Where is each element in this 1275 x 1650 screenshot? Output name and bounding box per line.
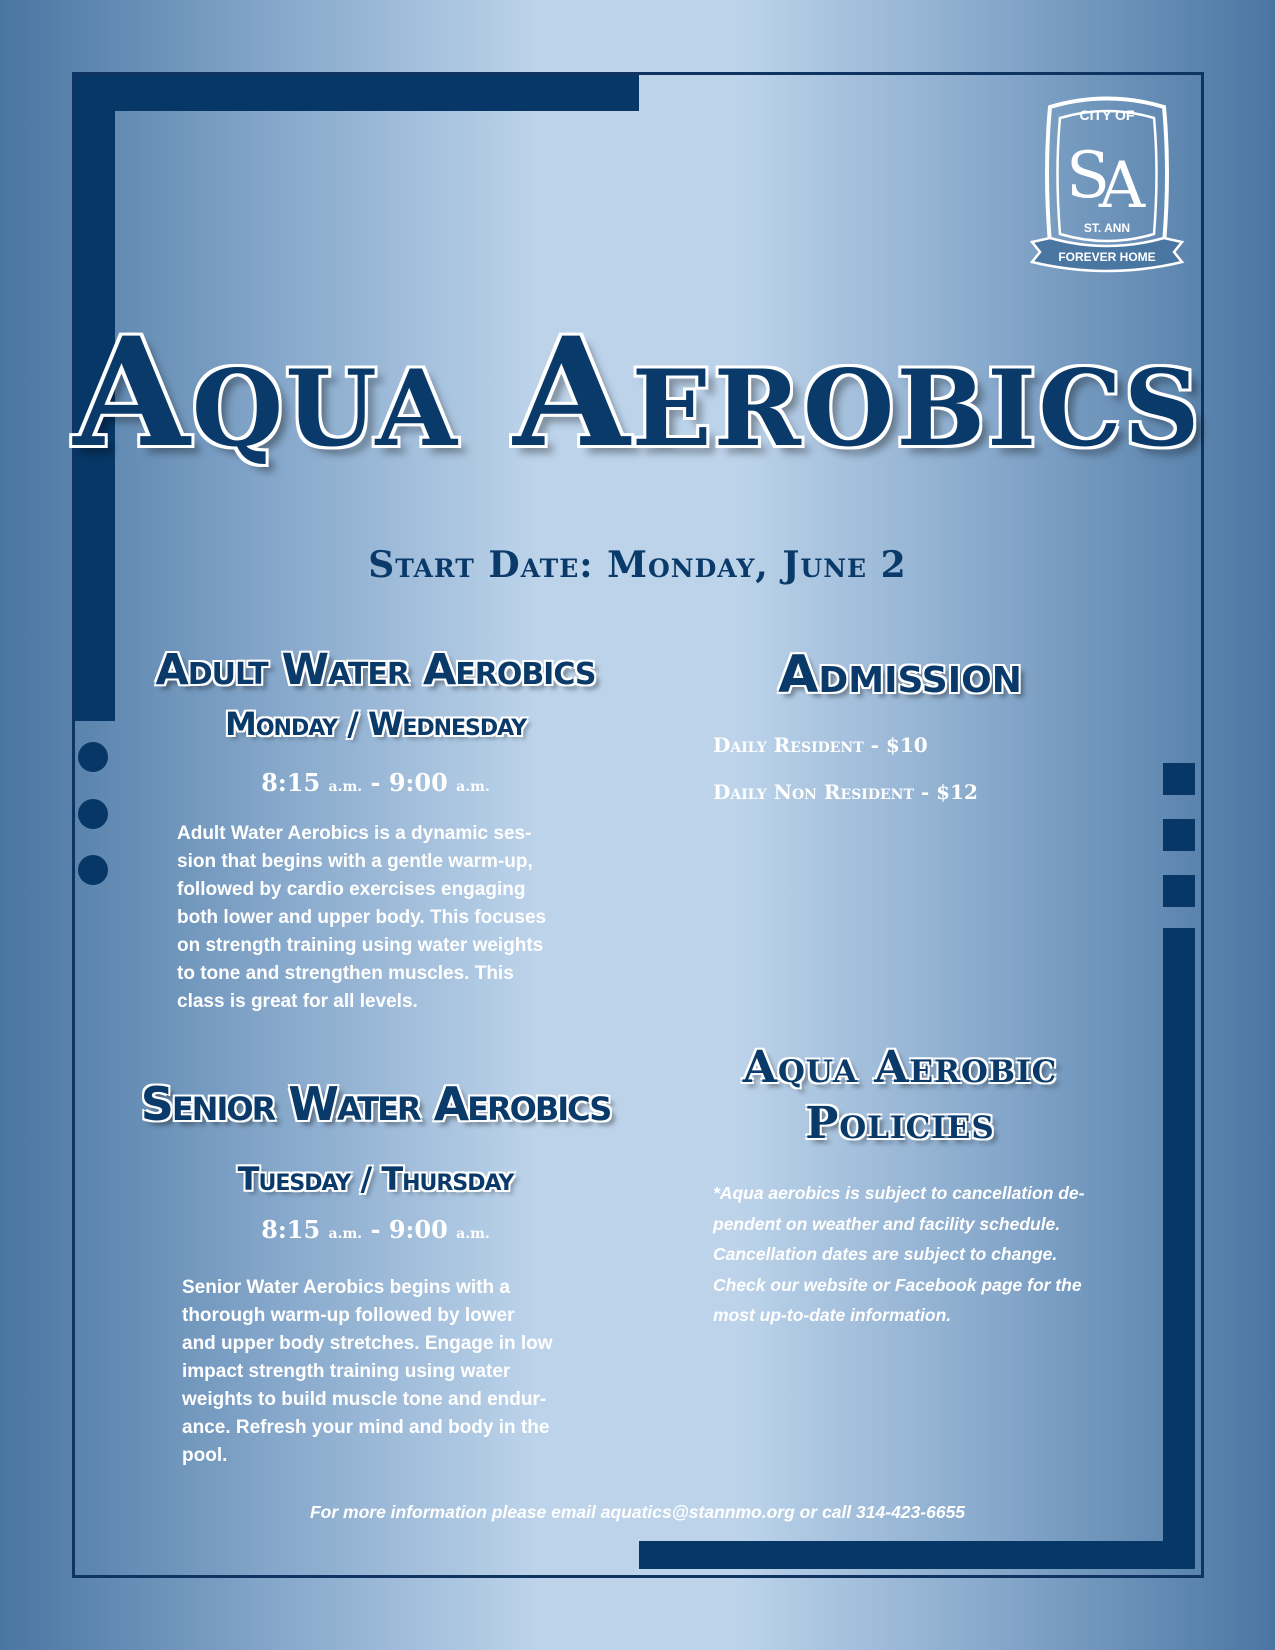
start-date: Start Date: Monday, June 2 <box>368 544 907 586</box>
senior-description-line: Senior Water Aerobics begins with a <box>182 1277 510 1298</box>
logo-ribbon-text: FOREVER HOME <box>1058 250 1156 264</box>
policies-heading-line: Aqua Aerobic <box>742 1042 1058 1093</box>
senior-description <box>182 1274 602 1470</box>
logo-monogram-a: A <box>1098 149 1146 223</box>
adult-description-line: sion that begins with a gentle warm-up, <box>177 851 533 872</box>
frame-dot-2 <box>78 799 108 829</box>
admission-row-non-resident <box>713 780 978 804</box>
adult-time <box>118 768 633 797</box>
policies-heading <box>650 1040 1150 1152</box>
adult-time-end-ampm: a.m. <box>456 779 490 795</box>
senior-description-line: ance. Refresh your mind and body in the <box>182 1417 550 1438</box>
senior-description-line: thorough warm-up followed by lower <box>182 1305 515 1326</box>
senior-time-end-ampm: a.m. <box>456 1226 490 1242</box>
logo-bottom-text: ST. ANN <box>1083 221 1131 235</box>
senior-days: Tuesday / Thursday <box>237 1160 514 1198</box>
adult-time-sep: - <box>362 768 389 797</box>
frame-bar-top <box>75 75 639 111</box>
policies-text-line: *Aqua aerobics is subject to cancellation de- <box>713 1183 1085 1203</box>
frame-bar-right <box>1163 928 1195 1569</box>
frame-tab-1 <box>1163 763 1195 795</box>
senior-description-line: and upper body stretches. Engage in low <box>182 1333 553 1354</box>
page-title: Aqua Aerobics <box>73 305 1202 481</box>
adult-heading: Adult Water Aerobics <box>155 645 596 695</box>
admission-heading: Admission <box>778 645 1022 705</box>
policies-text-line: most up-to-date information. <box>713 1305 952 1325</box>
adult-time-start: 8:15 <box>261 768 321 797</box>
policies-text-line: pendent on weather and facility schedule. <box>713 1213 1061 1234</box>
admission-label: Daily Resident <box>713 733 864 757</box>
admission-label: Daily Non Resident <box>713 780 914 804</box>
senior-time <box>118 1215 633 1244</box>
adult-time-end: 9:00 <box>388 768 448 797</box>
frame-tab-3 <box>1163 875 1195 907</box>
senior-description-line: pool. <box>182 1445 228 1466</box>
adult-description-line: followed by cardio exercises engaging <box>177 879 526 900</box>
frame-dot-3 <box>78 855 108 885</box>
adult-description-line: to tone and strengthen muscles. This <box>177 963 514 984</box>
adult-description-line: on strength training using water weights <box>177 935 544 956</box>
frame-dot-1 <box>78 742 108 772</box>
admission-sep: - <box>913 780 937 804</box>
admission-price: $12 <box>936 780 978 804</box>
adult-time-start-ampm: a.m. <box>328 779 363 795</box>
admission-sep: - <box>863 733 886 757</box>
adult-description-line: both lower and upper body. This focuses <box>177 907 547 928</box>
logo-monogram-s: S <box>1066 139 1110 213</box>
senior-time-sep: - <box>362 1215 389 1244</box>
senior-description-line: impact strength training using water <box>182 1361 511 1382</box>
adult-description <box>177 820 597 1016</box>
senior-time-start-ampm: a.m. <box>328 1226 363 1242</box>
senior-description-line: weights to build muscle tone and endur- <box>182 1389 547 1410</box>
frame-tab-2 <box>1163 819 1195 851</box>
senior-time-start: 8:15 <box>261 1215 321 1244</box>
adult-description-line: class is great for all levels. <box>177 991 418 1012</box>
policies-text <box>713 1178 1108 1331</box>
senior-time-end: 9:00 <box>388 1215 448 1244</box>
senior-heading: Senior Water Aerobics <box>140 1077 611 1131</box>
admission-price: $10 <box>885 733 928 757</box>
policies-text-line: Check our website or Facebook page for the <box>713 1274 1082 1295</box>
adult-description-line: Adult Water Aerobics is a dynamic ses- <box>177 823 532 844</box>
frame-bar-bottom <box>639 1541 1195 1569</box>
footer-contact: For more information please email aquatics@stannmo.org or call 314-423-6655 <box>309 1502 966 1522</box>
policies-heading-line: Policies <box>805 1098 995 1149</box>
policies-text-line: Cancellation dates are subject to change. <box>713 1244 1058 1264</box>
admission-row-resident <box>713 733 928 757</box>
logo-top-text: CITY OF <box>1079 107 1135 123</box>
adult-days: Monday / Wednesday <box>224 705 527 743</box>
city-logo <box>1030 92 1185 274</box>
